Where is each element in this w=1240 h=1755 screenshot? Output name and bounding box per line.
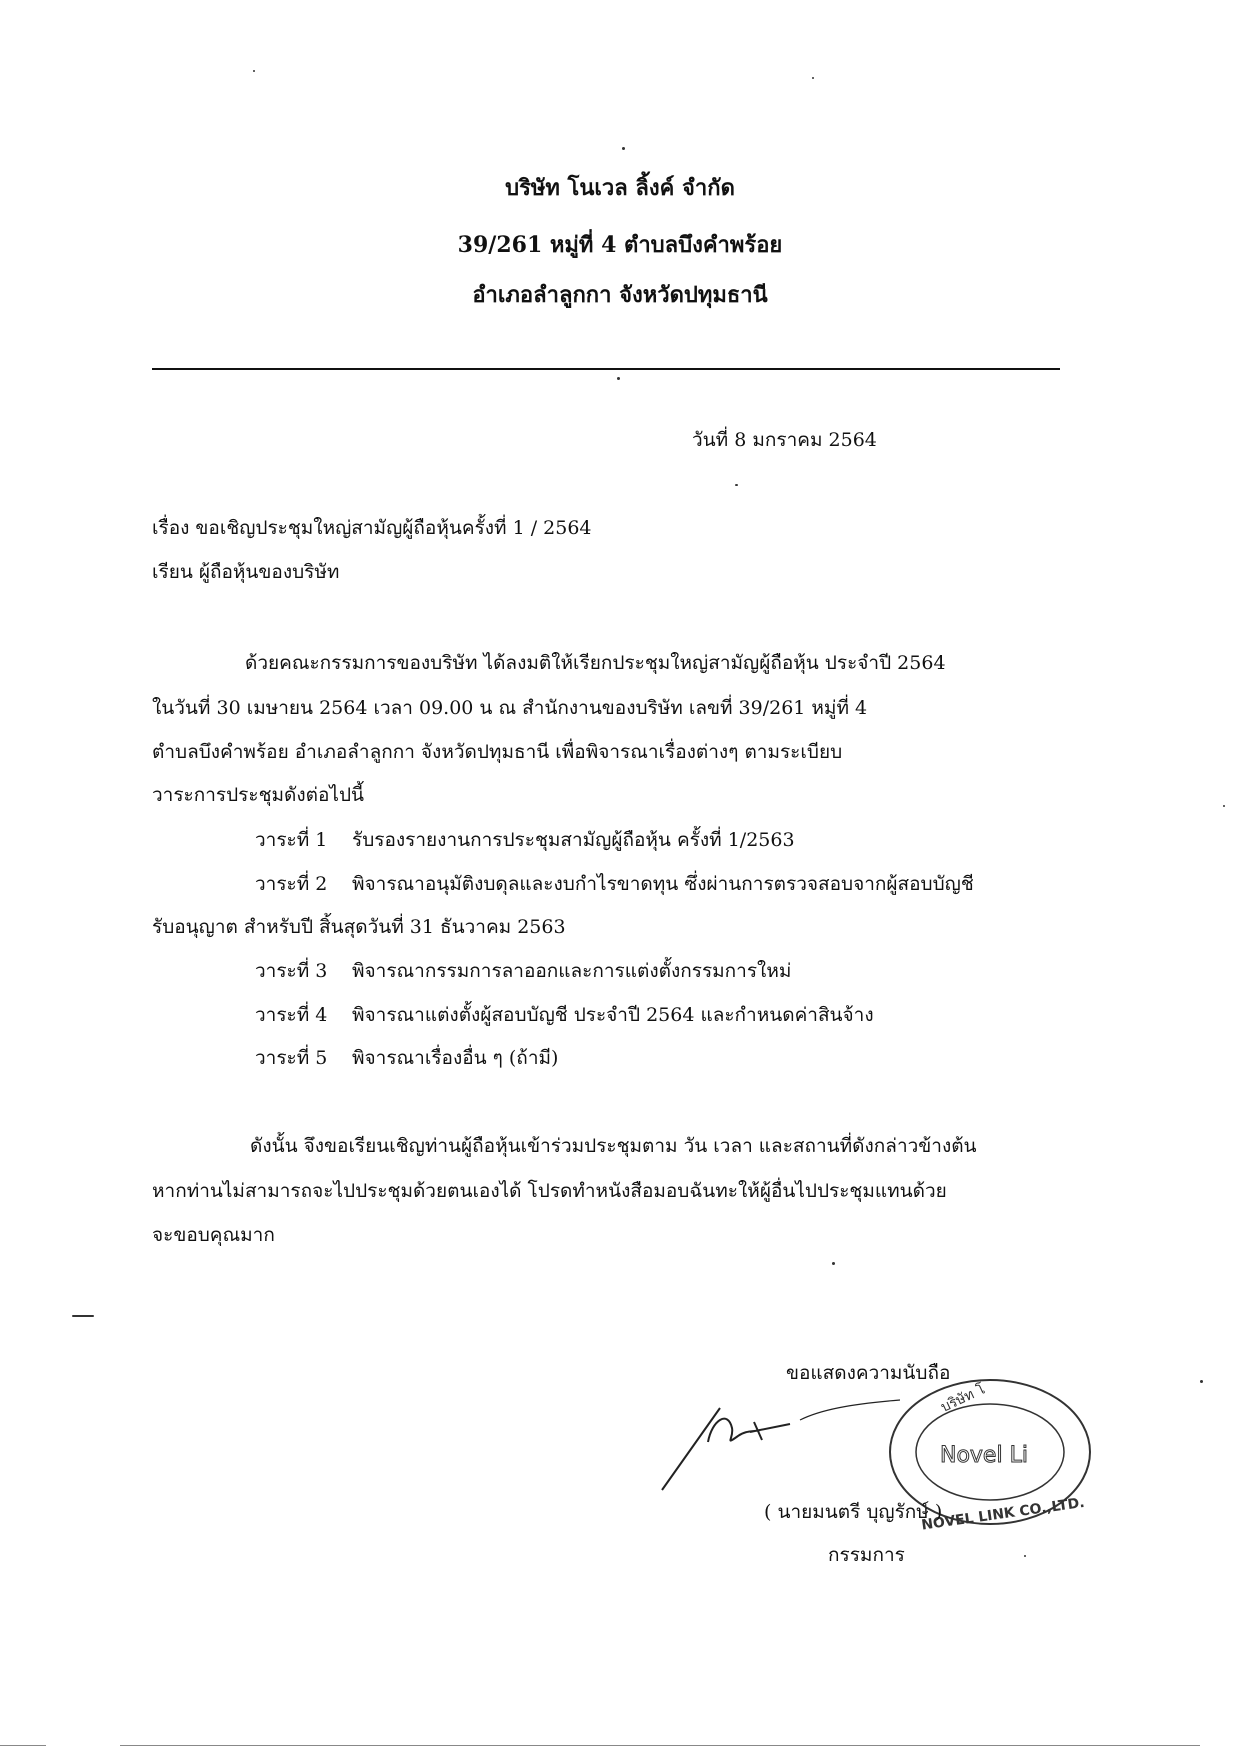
scan-speck [812,77,814,79]
body-line-4: วาระการประชุมดังต่อไปนี้ [152,784,364,806]
letter-subject: เรื่อง ขอเชิญประชุมใหญ่สามัญผู้ถือหุ้นครั้งที่ 1 / 2564 [152,517,592,539]
scan-speck [1200,1380,1203,1383]
letter-recipient: เรียน ผู้ถือหุ้นของบริษัท [152,561,340,583]
agenda-text: รับรองรายงานการประชุมสามัญผู้ถือหุ้น ครั้งที่ 1/2563 [352,829,795,851]
agenda-label: วาระที่ 3 [255,960,328,982]
scan-speck [622,147,625,150]
closing-line-1: ดังนั้น จึงขอเรียนเชิญท่านผู้ถือหุ้นเข้าร่วมประชุมตาม วัน เวลา และสถานที่ดังกล่าวข้างต้น [250,1135,977,1157]
scan-speck [735,484,738,486]
header-divider [152,368,1060,370]
scan-edge-line [0,1745,46,1746]
handwritten-signature [650,1380,910,1500]
signatory-name: ( นายมนตรี บุญรักษ์ ) [764,1501,943,1523]
agenda-text: รับอนุญาต สำหรับปี สิ้นสุดวันที่ 31 ธันวาคม 2563 [152,916,566,938]
stamp-thai-text: บริษัท โ [938,1381,988,1416]
scan-speck [253,70,255,72]
agenda-text: พิจารณากรรมการลาออกและการแต่งตั้งกรรมการใหม่ [352,960,792,982]
stamp-ring-text: NOVEL LINK CO.,LTD. [920,1494,1086,1534]
body-line-2: ในวันที่ 30 เมษายน 2564 เวลา 09.00 น ณ สำนักงานของบริษัท เลขที่ 39/261 หมู่ที่ 4 [152,697,868,719]
signatory-title: กรรมการ [828,1544,905,1566]
scan-speck [1223,805,1225,807]
company-address-line1: 39/261 หมู่ที่ 4 ตำบลบึงคำพร้อย [457,232,783,258]
agenda-label: วาระที่ 5 [255,1047,328,1069]
body-line-3: ตำบลบึงคำพร้อย อำเภอลำลูกกา จังหวัดปทุมธานี เพื่อพิจารณาเรื่องต่างๆ ตามระเบียบ [152,741,843,763]
scan-speck [72,1315,94,1317]
company-address-line2: อำเภอลำลูกกา จังหวัดปทุมธานี [472,282,768,308]
agenda-text: พิจารณาแต่งตั้งผู้สอบบัญชี ประจำปี 2564 และกำหนดค่าสินจ้าง [352,1004,874,1026]
agenda-label: วาระที่ 1 [255,829,328,851]
scan-speck [832,1262,835,1265]
stamp-center-text: Novel Li [940,1443,1028,1468]
signature-regards: ขอแสดงความนับถือ [786,1362,951,1384]
agenda-text: พิจารณาเรื่องอื่น ๆ (ถ้ามี) [352,1047,559,1069]
letter-date: วันที่ 8 มกราคม 2564 [692,429,877,451]
scan-speck [617,377,620,380]
body-line-1: ด้วยคณะกรรมการของบริษัท ได้ลงมติให้เรียกประชุมใหญ่สามัญผู้ถือหุ้น ประจำปี 2564 [245,652,946,674]
agenda-label: วาระที่ 4 [255,1004,328,1026]
scan-speck [1024,1555,1026,1557]
company-name: บริษัท โนเวล ลิ้งค์ จำกัด [505,175,735,201]
closing-line-2: หากท่านไม่สามารถจะไปประชุมด้วยตนเองได้ โปรดทำหนังสือมอบฉันทะให้ผู้อื่นไปประชุมแทนด้วย [152,1180,947,1202]
agenda-text: พิจารณาอนุมัติงบดุลและงบกำไรขาดทุน ซึ่งผ่านการตรวจสอบจากผู้สอบบัญชี [352,873,974,895]
closing-line-3: จะขอบคุณมาก [152,1224,275,1246]
scan-edge-line [120,1745,1200,1746]
agenda-label: วาระที่ 2 [255,873,328,895]
